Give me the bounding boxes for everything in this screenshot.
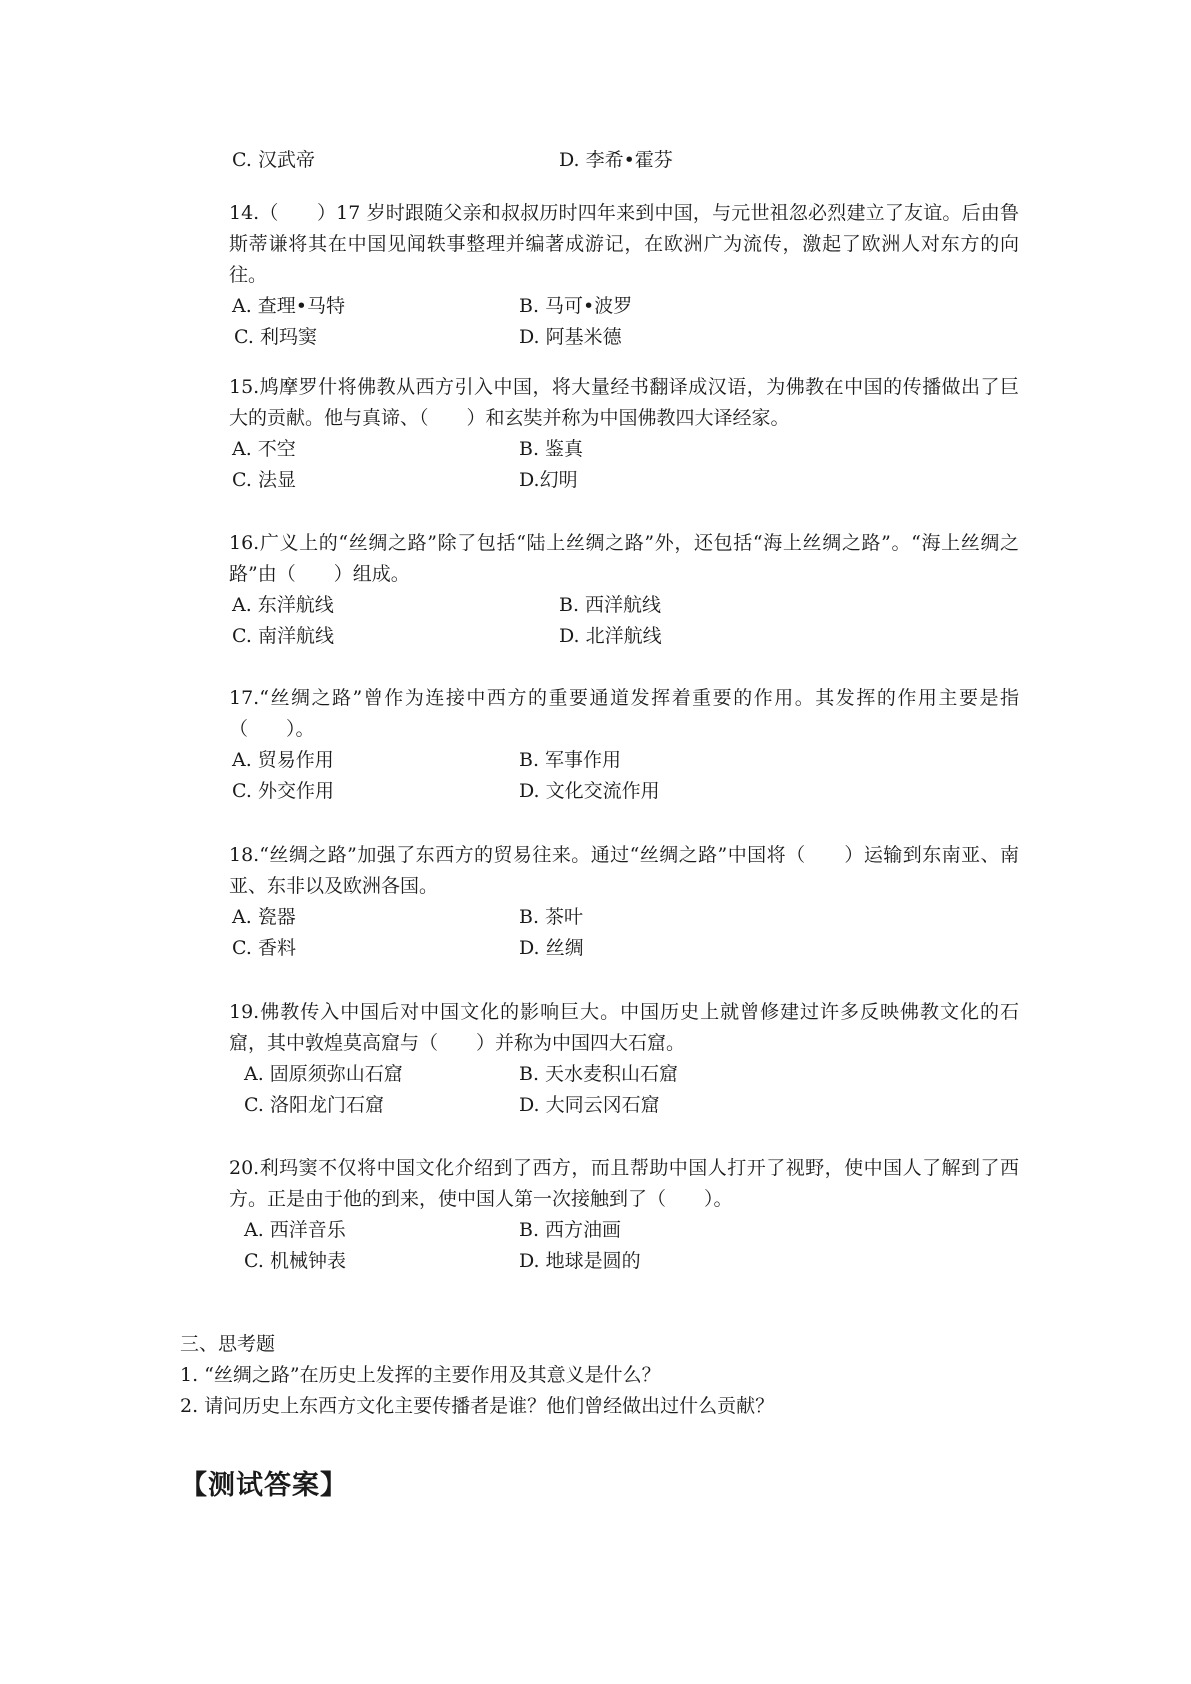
answers-heading: 【测试答案】 <box>180 1470 348 1501</box>
option-a: A. 贸易作用 <box>232 749 334 771</box>
question-18 <box>229 840 1019 964</box>
option-d: D. 李希•霍芬 <box>559 149 673 171</box>
option-c: C. 汉武帝 <box>232 149 315 171</box>
option-d: D.幻明 <box>519 469 578 491</box>
option-d: D. 阿基米德 <box>519 326 622 348</box>
option-b: B. 马可•波罗 <box>519 295 633 317</box>
question-20 <box>229 1153 1019 1277</box>
option-b: B. 茶叶 <box>519 906 584 928</box>
question-stem: 14.（ ）17 岁时跟随父亲和叔叔历时四年来到中国，与元世祖忽必烈建立了友谊。后由鲁斯蒂谦将其在中国见闻轶事整理并编著成游记，在欧洲广为流传，激起了欧洲人对东方的向往。 <box>229 202 1019 286</box>
option-b: B. 军事作用 <box>519 749 622 771</box>
option-c: C. 南洋航线 <box>232 625 334 647</box>
question-15 <box>229 372 1019 496</box>
option-b: B. 西方油画 <box>519 1219 622 1241</box>
discussion-question-1: 1. “丝绸之路”在历史上发挥的主要作用及其意义是什么？ <box>180 1364 661 1386</box>
option-a: A. 查理•马特 <box>232 295 346 317</box>
option-a: A. 西洋音乐 <box>244 1219 346 1241</box>
option-d: D. 大同云冈石窟 <box>519 1094 660 1116</box>
option-d: D. 北洋航线 <box>559 625 662 647</box>
question-stem: 19.佛教传入中国后对中国文化的影响巨大。中国历史上就曾修建过许多反映佛教文化的石窟，其中敦煌莫高窟与（ ）并称为中国四大石窟。 <box>229 1001 1019 1054</box>
question-19 <box>229 997 1019 1121</box>
question-stem: 20.利玛窦不仅将中国文化介绍到了西方，而且帮助中国人打开了视野，使中国人了解到了西方。正是由于他的到来，使中国人第一次接触到了（ ）。 <box>229 1157 1019 1210</box>
question-16 <box>229 528 1019 652</box>
question-stem: 18.“丝绸之路”加强了东西方的贸易往来。通过“丝绸之路”中国将（ ）运输到东南亚、南亚、东非以及欧洲各国。 <box>229 844 1019 897</box>
section-title: 三、思考题 <box>180 1333 276 1355</box>
question-stem: 16.广义上的“丝绸之路”除了包括“陆上丝绸之路”外，还包括“海上丝绸之路”。“海上丝绸之路”由（ ）组成。 <box>229 532 1019 585</box>
option-a: A. 不空 <box>232 438 296 460</box>
option-c: C. 机械钟表 <box>244 1250 346 1272</box>
option-b: B. 西洋航线 <box>559 594 662 616</box>
option-a: A. 固原须弥山石窟 <box>244 1063 403 1085</box>
option-a: A. 东洋航线 <box>232 594 334 616</box>
option-b: B. 天水麦积山石窟 <box>519 1063 679 1085</box>
option-a: A. 瓷器 <box>232 906 296 928</box>
option-d: D. 丝绸 <box>519 937 584 959</box>
option-d: D. 文化交流作用 <box>519 780 660 802</box>
option-c: C. 法显 <box>232 469 296 491</box>
question-stem: 15.鸠摩罗什将佛教从西方引入中国，将大量经书翻译成汉语，为佛教在中国的传播做出了巨大的贡献。他与真谛、（ ）和玄奘并称为中国佛教四大译经家。 <box>229 376 1019 429</box>
question-17 <box>229 683 1019 807</box>
option-c: C. 香料 <box>232 937 296 959</box>
question-13-options <box>229 145 1019 176</box>
option-c: C. 利玛窦 <box>234 326 317 348</box>
option-c: C. 外交作用 <box>232 780 334 802</box>
option-d: D. 地球是圆的 <box>519 1250 641 1272</box>
discussion-question-2: 2. 请问历史上东西方文化主要传播者是谁？他们曾经做出过什么贡献？ <box>180 1395 775 1417</box>
option-b: B. 鉴真 <box>519 438 584 460</box>
question-14 <box>229 198 1019 353</box>
option-c: C. 洛阳龙门石窟 <box>244 1094 384 1116</box>
question-stem: 17.“丝绸之路”曾作为连接中西方的重要通道发挥着重要的作用。其发挥的作用主要是指（ ）。 <box>229 687 1019 740</box>
